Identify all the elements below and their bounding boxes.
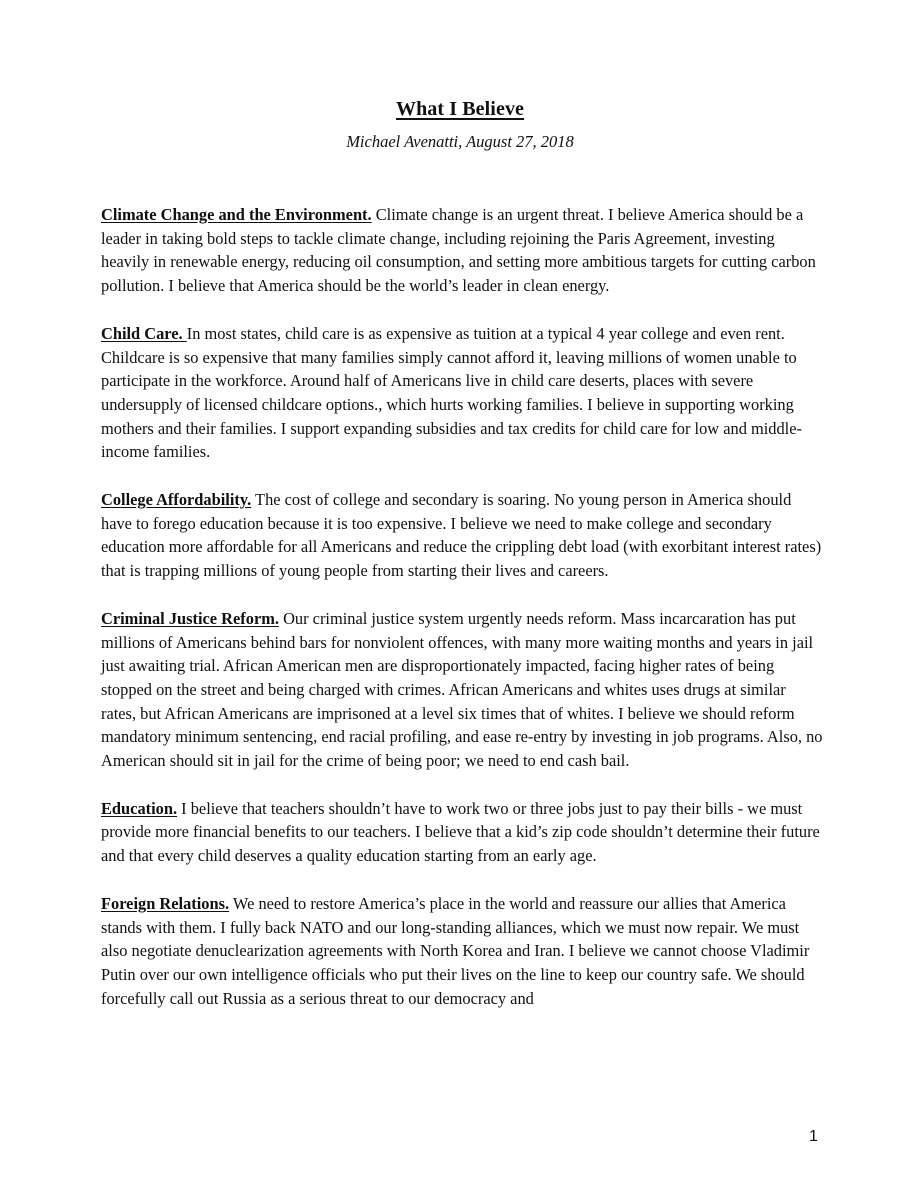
section-text: I believe that teachers shouldn’t have to work two or three jobs just to pay their bills - we must provide more financial benefits to our teachers. I believe that a kid’s zip code shouldn’t determine their future and that every child deserves a quality education starting from an early age. (101, 798, 820, 866)
section-climate-change (101, 203, 823, 298)
section-criminal-justice-reform (101, 607, 823, 773)
section-heading-period: . (225, 893, 230, 913)
page-number: 1 (809, 1128, 818, 1145)
section-heading: College Affordability (101, 490, 248, 510)
section-heading: Criminal Justice Reform. (101, 608, 279, 628)
section-child-care (101, 322, 823, 464)
section-text: The cost of college and secondary is soaring. No young person in America should have to forego education because it is too expensive. I believe we need to make college and secondary education more affordable for all Americans and reduce the crippling debt load (with exorbitant interest rates) that is trapping millions of young people from starting their lives and careers. (101, 490, 822, 581)
section-text: We need to restore America’s place in the world and reassure our allies that America stands with them. I fully back NATO and our long-standing alliances, which we must now repair. We must also negotiate denuclearization agreements with North Korea and Iran. I believe we cannot choose Vladimir Putin over our own intelligence officials who put their lives on the line to keep our country safe. We should forcefully call out Russia as a serious threat to our democracy and (101, 893, 810, 1008)
section-text: Our criminal justice system urgently needs reform. Mass incarcaration has put millions of Americans behind bars for nonviolent offences, with many more waiting months and years in jail just awaiting trial. African American men are disproportionately impacted, facing higher rates of being stopped on the street and being charged with crimes. African Americans and whites uses drugs at similar rates, but African Americans are imprisoned at a level six times that of whites. I believe we should reform mandatory minimum sentencing, end racial profiling, and ease re-entry by investing in job programs. Also, no American should sit in jail for the crime of being poor; we need to end cash bail. (101, 608, 823, 771)
section-text: In most states, child care is as expensive as tuition at a typical 4 year college and even rent. Childcare is so expensive that many families simply cannot afford it, leaving millions of women unable to participate in the workforce. Around half of Americans live in child care deserts, places with severe undersupply of licensed childcare options., which hurts working families. I believe in supporting working mothers and their families. I support expanding subsidies and tax credits for child care for low and middle-income families. (101, 323, 802, 462)
document-body (101, 203, 823, 1034)
section-education (101, 797, 823, 868)
section-college-affordability (101, 488, 823, 583)
section-heading-period: . (367, 205, 372, 224)
section-heading: Foreign Relations (101, 893, 225, 913)
section-heading-period: . (172, 798, 178, 818)
section-foreign-relations (101, 892, 823, 1011)
section-heading-period: . (247, 490, 252, 510)
document-title: What I Believe (395, 98, 525, 120)
section-heading: Climate Change and the Environment (101, 205, 368, 224)
section-heading: Education (101, 798, 173, 818)
document-byline: Michael Avenatti, August 27, 2018 (346, 132, 574, 151)
section-text: Climate change is an urgent threat. I believe America should be a leader in taking bold steps to tackle climate change, including rejoining the Paris Agreement, investing heavily in renewable energy, reducing oil consumption, and setting more ambitious targets for cutting carbon pollution. I believe that America should be the world’s leader in clean energy. (101, 205, 816, 296)
section-heading: Child Care. (101, 323, 187, 343)
